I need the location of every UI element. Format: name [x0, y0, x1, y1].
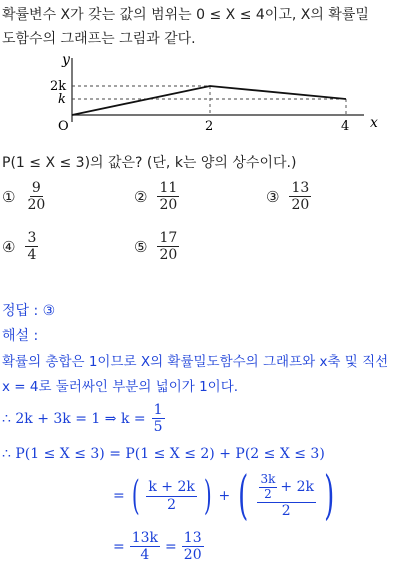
x-tick-4: 4	[341, 119, 350, 134]
choice-3[interactable]	[266, 180, 311, 213]
choice-1-mark: ①	[2, 187, 16, 206]
choice-1[interactable]	[2, 180, 47, 213]
question-line-1: 확률변수 X가 갖는 값의 범위는 0 ≤ X ≤ 4이고, X의 확률밀	[2, 7, 369, 23]
x-tick-2: 2	[205, 119, 214, 134]
choice-2-mark: ②	[134, 187, 148, 206]
step-3-plus: +	[218, 488, 231, 504]
choice-4[interactable]	[2, 230, 38, 263]
explanation-line-1: 확률의 총합은 1이므로 X의 확률밀도함수의 그래프와 x축 및 직선	[2, 354, 389, 370]
choice-1-fraction: $\frac{9}{20}$	[27, 180, 46, 214]
step-3-eq: =	[113, 488, 125, 504]
step-4-eq2: =	[165, 538, 177, 555]
y-tick-k: k	[58, 92, 66, 107]
right-paren-b: )	[324, 466, 335, 526]
choice-3-fraction: $\frac{13}{20}$	[291, 180, 310, 214]
step-3-frac-a: $\frac{k + 2k}{2}$	[148, 479, 195, 513]
question-ask: P(1 ≤ X ≤ 3)의 값은? (단, k는 양의 상수이다.)	[2, 155, 297, 171]
step-4-frac-b: $\frac{13}{20}$	[183, 530, 202, 564]
choice-4-fraction: $\frac{3}{4}$	[27, 230, 37, 264]
step-1-lhs: ∴ 2k + 3k = 1 ⇒ k =	[2, 410, 146, 427]
question-line-2: 도함수의 그래프는 그림과 같다.	[2, 31, 196, 47]
choice-5-fraction: $\frac{17}{20}$	[159, 230, 178, 264]
explanation-label: 해설 :	[2, 328, 39, 344]
choice-3-mark: ③	[266, 187, 280, 206]
step-3-frac-b: $\frac{3k}{2}$ + 2k 2	[257, 473, 316, 519]
step-3	[113, 466, 339, 526]
y-tick-2k: 2k	[50, 79, 67, 94]
origin-label: O	[58, 119, 69, 134]
step-1-fraction: $\frac{1}{5}$	[153, 402, 163, 436]
step-4-eq: =	[113, 538, 125, 555]
step-4	[113, 530, 204, 563]
choice-5[interactable]	[134, 230, 179, 263]
step-2: ∴ P(1 ≤ X ≤ 3) = P(1 ≤ X ≤ 2) + P(2 ≤ X ≤ 3)	[2, 446, 325, 462]
choice-2-fraction: $\frac{11}{20}$	[159, 180, 178, 214]
x-axis-label: x	[370, 115, 378, 131]
left-paren-b: (	[238, 466, 249, 526]
y-axis-label: y	[62, 52, 70, 68]
left-paren-a: (	[131, 473, 140, 519]
right-paren-a: )	[203, 473, 212, 519]
explanation-line-2: x = 4로 둘러싸인 부분의 넓이가 1이다.	[2, 379, 239, 395]
step-4-frac-a: $\frac{13k}{4}$	[131, 530, 159, 564]
step-1	[2, 402, 165, 435]
choice-4-mark: ④	[2, 237, 16, 256]
choice-2[interactable]	[134, 180, 179, 213]
choice-5-mark: ⑤	[134, 237, 148, 256]
density-curve	[72, 86, 346, 115]
pdf-graph	[0, 50, 400, 140]
answer-label: 정답 : ③	[2, 303, 56, 319]
